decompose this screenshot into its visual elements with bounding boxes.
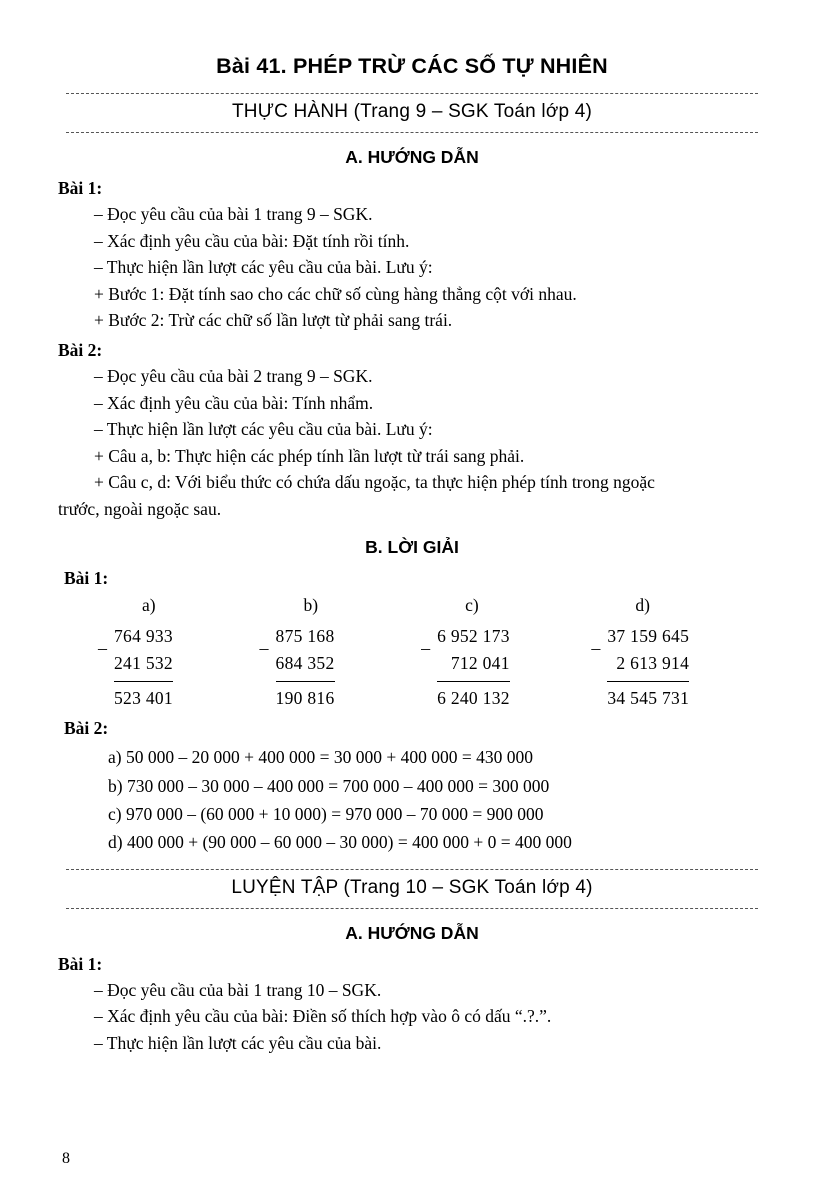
subtrahend: 241 532 (114, 653, 173, 674)
bai1-label-2: Bài 1: (58, 953, 103, 974)
sum-rule (437, 681, 510, 682)
bai1-line: – Đọc yêu cầu của bài 1 trang 9 – SGK. (94, 204, 373, 224)
bai1-line-2: – Đọc yêu cầu của bài 1 trang 10 – SGK. (94, 979, 382, 1000)
subtraction-body (421, 623, 510, 713)
solution-line: c) 970 000 – (60 000 + 10 000) = 970 000 – 70 000 = 900 000 (108, 804, 544, 825)
sum-rule (276, 681, 335, 682)
page-number: 8 (62, 1150, 70, 1167)
subtraction-item (591, 595, 766, 713)
part-a-heading: A. HƯỚNG DẪN (345, 147, 479, 167)
subtraction-letter: a) (142, 594, 156, 615)
subtraction-item (98, 595, 260, 713)
bai2-label: Bài 2: (58, 339, 103, 360)
subtraction-item (421, 595, 591, 713)
subtraction-body (591, 623, 689, 713)
sum-rule (114, 681, 173, 682)
minuend: 6 952 173 (437, 625, 510, 646)
bai2-line: – Đọc yêu cầu của bài 2 trang 9 – SGK. (94, 365, 373, 386)
bai1-line: + Bước 2: Trừ các chữ số lần lượt từ phải sang trái. (94, 310, 453, 331)
subtraction-item (260, 595, 422, 713)
bai1-line-2: – Xác định yêu cầu của bài: Điền số thích hợp vào ô có dấu “.?.”. (94, 1006, 552, 1027)
minus-sign: – (421, 637, 431, 658)
minuend: 37 159 645 (607, 625, 690, 646)
bai2-line-continuation: trước, ngoài ngoặc sau. (58, 498, 222, 519)
bai2-line: – Thực hiện lần lượt các yêu cầu của bài. Lưu ý: (94, 419, 433, 440)
bai2-line: – Xác định yêu cầu của bài: Tính nhẩm. (94, 392, 374, 413)
part-a-heading-2: A. HƯỚNG DẪN (345, 922, 479, 943)
subtraction-letter: c) (465, 594, 479, 615)
solution-line: d) 400 000 + (90 000 – 60 000 – 30 000) = 400 000 + 0 = 400 000 (108, 832, 572, 853)
minus-sign: – (259, 637, 269, 658)
minus-sign: – (591, 637, 601, 658)
minus-sign: – (98, 637, 107, 658)
solution-bai1-label: Bài 1: (64, 567, 109, 588)
bai1-line: – Thực hiện lần lượt các yêu cầu của bài. Lưu ý: (94, 257, 433, 278)
section-band-thuc-hanh: THỰC HÀNH (Trang 9 – SGK Toán lớp 4) (231, 101, 593, 122)
subtrahend: 712 041 (450, 653, 510, 674)
subtraction-letter: b) (303, 594, 319, 615)
divider-under-band-2 (66, 908, 758, 909)
section-band-luyen-tap: LUYỆN TẬP (Trang 10 – SGK Toán lớp 4) (231, 876, 593, 898)
minuend: 875 168 (275, 625, 335, 646)
page-title: Bài 41. PHÉP TRỪ CÁC SỐ TỰ NHIÊN (216, 54, 608, 78)
difference: 34 545 731 (607, 687, 690, 708)
minuend: 764 933 (114, 625, 173, 646)
bai1-line: – Xác định yêu cầu của bài: Đặt tính rồi tính. (94, 230, 410, 251)
difference: 190 816 (275, 687, 335, 708)
subtraction-body (260, 623, 335, 713)
subtraction-letter: d) (635, 594, 650, 615)
solution-bai2-list (58, 743, 766, 856)
subtraction-body (98, 623, 173, 713)
solution-bai2-label: Bài 2: (64, 718, 109, 739)
bai2-line: + Câu a, b: Thực hiện các phép tính lần lượt từ trái sang phải. (94, 445, 525, 466)
divider-under-band (66, 132, 758, 133)
bai2-line: + Câu c, d: Với biểu thức có chứa dấu ngoặc, ta thực hiện phép tính trong ngoặc (94, 472, 655, 493)
difference: 523 401 (114, 687, 173, 708)
solution-line: b) 730 000 – 30 000 – 400 000 = 700 000 – 400 000 = 300 000 (108, 775, 550, 796)
bai1-line-2: – Thực hiện lần lượt các yêu cầu của bài. (94, 1033, 382, 1054)
bai1-line: + Bước 1: Đặt tính sao cho các chữ số cùng hàng thẳng cột với nhau. (94, 283, 577, 304)
part-b-heading: B. LỜI GIẢI (365, 536, 459, 557)
subtrahend: 2 613 914 (616, 653, 690, 674)
difference: 6 240 132 (437, 687, 510, 708)
solution-line: a) 50 000 – 20 000 + 400 000 = 30 000 + 400 000 = 430 000 (108, 747, 533, 768)
subtraction-columns (58, 595, 766, 713)
sum-rule (607, 681, 689, 682)
subtrahend: 684 352 (275, 653, 335, 674)
bai1-label: Bài 1: (58, 178, 103, 198)
